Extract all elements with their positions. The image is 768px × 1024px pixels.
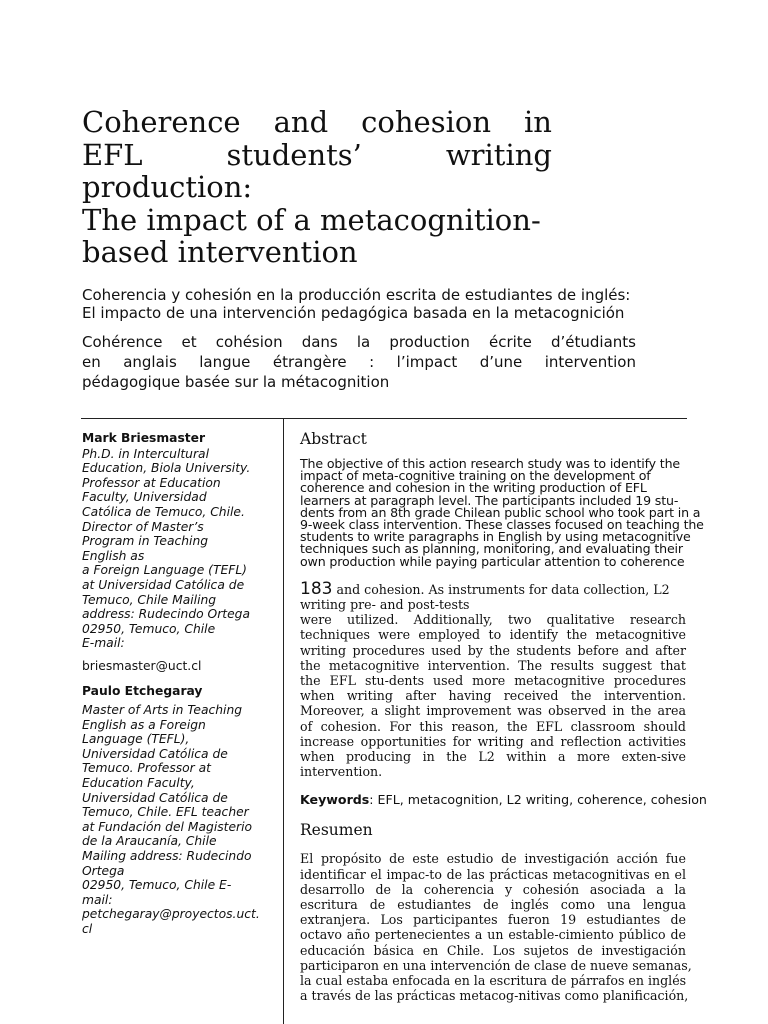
abstract-line: the EFL stu-dents used more metacognitive procedures — [300, 673, 686, 689]
bio-line: at Universidad Católica de — [82, 577, 245, 592]
author-email[interactable]: briesmaster@uct.cl — [82, 658, 202, 673]
bio-line: Faculty, Universidad — [82, 490, 207, 505]
abstract-line: intervention. — [300, 764, 383, 780]
resumen-line: la cual estaba enfocada en la escritura de párrafos en inglés — [300, 973, 687, 989]
abstract-line: of cohesion. For this reason, the EFL classroom should — [300, 718, 686, 734]
keywords-text: : EFL, metacognition, L2 writing, coherence, cohesion — [369, 792, 707, 808]
abstract-column — [300, 430, 732, 1004]
author-name: Paulo Etchegaray — [82, 683, 203, 698]
bio-line: English as — [82, 548, 145, 563]
abstract-paragraph-continued — [300, 578, 686, 780]
author-bio — [82, 447, 278, 651]
author-info-column — [82, 431, 278, 937]
bio-line: cl — [82, 922, 93, 936]
abstract-line: The objective of this action research study was to identify the — [300, 456, 681, 471]
abstract-line: writing pre- and post-tests — [300, 597, 470, 613]
bio-line: address: Rudecindo Ortega — [82, 607, 251, 622]
abstract-heading: Abstract — [300, 430, 367, 448]
abstract-line: students to write paragraphs in English by using metacognitive — [300, 529, 691, 545]
author-bio — [82, 703, 278, 937]
author-name: Mark Briesmaster — [82, 431, 206, 445]
resumen-heading: Resumen — [300, 821, 373, 840]
title-word: and — [273, 105, 329, 139]
abstract-line: own production while paying particular attention to coherence — [300, 553, 685, 569]
resumen-line: octavo año pertenecientes a un estable-cimiento público de — [300, 927, 686, 943]
bio-line: Ortega — [82, 863, 125, 878]
abstract-line: the metacognitive intervention. The results suggest that — [300, 657, 686, 673]
bio-line: Education Faculty, — [82, 776, 195, 791]
abstract-line: 9-week class intervention. These classes focused on teaching the — [300, 517, 704, 533]
bio-line: Temuco, Chile. EFL teacher — [82, 805, 249, 820]
page-number: 183 — [300, 578, 333, 599]
title-line-4: The impact of a metacognition- — [82, 202, 541, 237]
bio-line: Universidad Católica de — [82, 790, 228, 805]
resumen-paragraph — [300, 851, 692, 1004]
abstract-line: Moreover, a slight improvement was observed in the area — [300, 703, 686, 719]
abstract-line: techniques were employed to identify the metacognitive — [300, 627, 686, 643]
abstract-line: when writing after having received the intervention. — [300, 688, 686, 704]
bio-line: Temuco, Chile Mailing — [82, 592, 217, 607]
bio-line: Católica de Temuco, Chile. — [82, 504, 245, 519]
subtitle-line: El impacto de una intervención pedagógica basada en la metacognición — [82, 304, 625, 322]
abstract-line: dents from an 8th grade Chilean public school who took part in a — [300, 504, 701, 520]
bio-line: 02950, Temuco, Chile — [82, 621, 216, 636]
abstract-line: learners at paragraph level. The participants included 19 stu- — [300, 492, 679, 508]
subtitle-line: Cohérence et cohésion dans la production écrite d’étudiants — [82, 333, 636, 351]
bio-line: de la Araucanía, Chile — [82, 834, 217, 849]
bio-line: Mailing address: Rudecindo — [82, 849, 252, 864]
title-word: students’ — [226, 137, 362, 172]
title-word: Coherence — [82, 105, 241, 139]
bio-line: Language (TEFL), — [82, 732, 190, 747]
bio-line: 02950, Temuco, Chile E- — [82, 878, 232, 893]
bio-line: Ph.D. in Intercultural — [82, 446, 209, 461]
bio-line: Professor at Education — [82, 475, 221, 490]
bio-line: petchegaray@proyectos.uct. — [82, 907, 260, 922]
bio-line: Education, Biola University. — [82, 461, 251, 476]
abstract-line: 183 and cohesion. As instruments for data collection, L2 — [300, 578, 670, 599]
bio-line: Temuco. Professor at — [82, 761, 211, 776]
resumen-line: a través de las prácticas metacog-nitivas como planificación, — [300, 988, 689, 1004]
keywords-label: Keywords — [300, 792, 370, 808]
bio-line: Director of Master’s — [82, 519, 204, 534]
title-word: EFL — [82, 137, 143, 172]
subtitle-line: Coherencia y cohesión en la producción escrita de estudiantes de inglés: — [82, 286, 631, 304]
title-word: in — [524, 105, 552, 139]
title-line-5: based intervention — [82, 235, 358, 269]
subtitle-french — [82, 332, 636, 392]
title-word: cohesion — [361, 105, 491, 139]
resumen-line: desarrollo de la coherencia y cohesión asociada a la — [300, 881, 686, 897]
bio-line: Program in Teaching — [82, 534, 209, 549]
article-title — [82, 106, 552, 269]
bio-line: a Foreign Language (TEFL) — [82, 563, 247, 578]
column-divider — [283, 419, 284, 1024]
bio-line: Universidad Católica de — [82, 746, 228, 761]
subtitle-line: en anglais langue étrangère : l’impact d’une intervention — [82, 353, 636, 371]
resumen-line: escritura de estudiantes de inglés como una lengua — [300, 897, 686, 913]
abstract-line: when producing in the L2 within a more exten-sive — [300, 749, 686, 765]
resumen-line: identificar el impac-to de las prácticas metacognitivas en el — [300, 866, 686, 882]
keywords-line — [300, 792, 732, 807]
resumen-line: educación básica en Chile. Los sujetos de investigación — [300, 942, 686, 958]
abstract-line: were utilized. Additionally, two qualitative research — [300, 612, 686, 628]
title-line-2 — [82, 139, 552, 172]
abstract-line: coherence and cohesion in the writing production of EFL — [300, 480, 647, 496]
bio-line: mail: — [82, 892, 113, 907]
abstract-line: techniques such as planning, monitoring, and evaluating their — [300, 541, 683, 557]
bio-line: at Fundación del Magisterio — [82, 819, 253, 834]
bio-line: Master of Arts in Teaching — [82, 703, 243, 718]
resumen-line: El propósito de este estudio de investigación acción fue — [300, 851, 686, 867]
abstract-paragraph — [300, 458, 732, 568]
subtitle-spanish — [82, 286, 742, 322]
resumen-line: extranjera. Los participantes fueron 19 estudiantes de — [300, 912, 686, 928]
title-word: writing — [445, 137, 552, 172]
bio-line: English as a Foreign — [82, 717, 206, 732]
title-line-1 — [82, 106, 552, 139]
abstract-line: increase opportunities for writing and reflection activities — [300, 733, 686, 749]
abstract-line: impact of meta-cognitive training on the development of — [300, 468, 651, 484]
abstract-line: writing procedures used by the students before and after — [300, 642, 686, 658]
resumen-line: participaron en una intervención de clase de nueve semanas, — [300, 957, 692, 973]
horizontal-divider — [81, 418, 687, 419]
subtitle-line: pédagogique basée sur la métacognition — [82, 373, 390, 391]
bio-line: E-mail: — [82, 636, 125, 651]
title-line-3: production: — [82, 170, 253, 204]
